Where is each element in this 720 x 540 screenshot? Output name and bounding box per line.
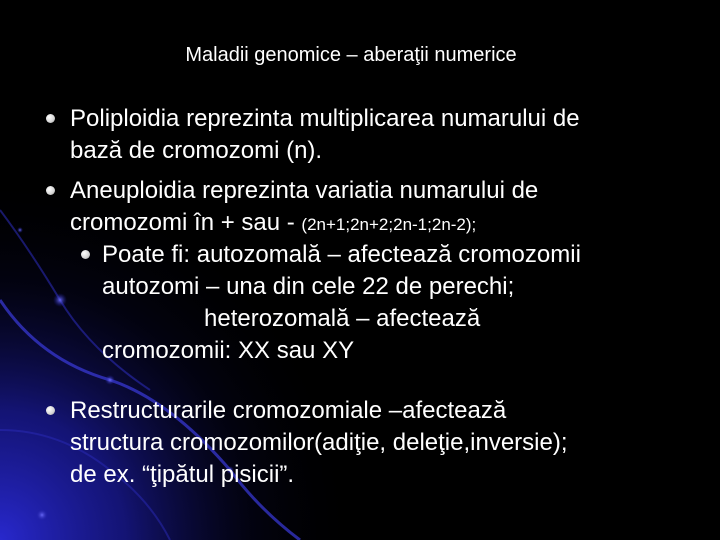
bullet-dot-icon	[46, 114, 55, 123]
bullet-2-line-2	[70, 208, 476, 240]
bullet-dot-icon	[46, 406, 55, 415]
bullet-3-line-2: structura cromozomilor(adiţie, deleţie,inversie);	[70, 429, 568, 456]
bullet-1-line-2: bază de cromozomi (n).	[70, 137, 323, 164]
bullet-3-line-1: Restructurarile cromozomiale –afectează	[70, 397, 507, 424]
sub-bullet-line-4: cromozomii: XX sau XY	[102, 337, 355, 364]
bullet-2-line-1: Aneuploidia reprezinta variatia numarului de	[70, 177, 539, 204]
bullet-2-note: (2n+1;2n+2;2n-1;2n-2);	[301, 215, 477, 234]
sub-bullet-line-2: autozomi – una din cele 22 de perechi;	[102, 273, 515, 300]
slide-title: Maladii genomice – aberaţii numerice	[185, 44, 517, 66]
sub-bullet-line-1: Poate fi: autozomală – afectează cromozomii	[102, 241, 581, 268]
bullet-1-line-1: Poliploidia reprezinta multiplicarea numarului de	[70, 105, 580, 132]
bullet-3-line-3: de ex. “ţipătul pisicii”.	[70, 461, 295, 488]
sub-bullet-line-3: heterozomală – afectează	[204, 305, 481, 332]
bullet-dot-icon	[81, 250, 90, 259]
bullet-2-line-2-text: cromozomi în + sau -	[70, 209, 302, 236]
bullet-dot-icon	[46, 186, 55, 195]
